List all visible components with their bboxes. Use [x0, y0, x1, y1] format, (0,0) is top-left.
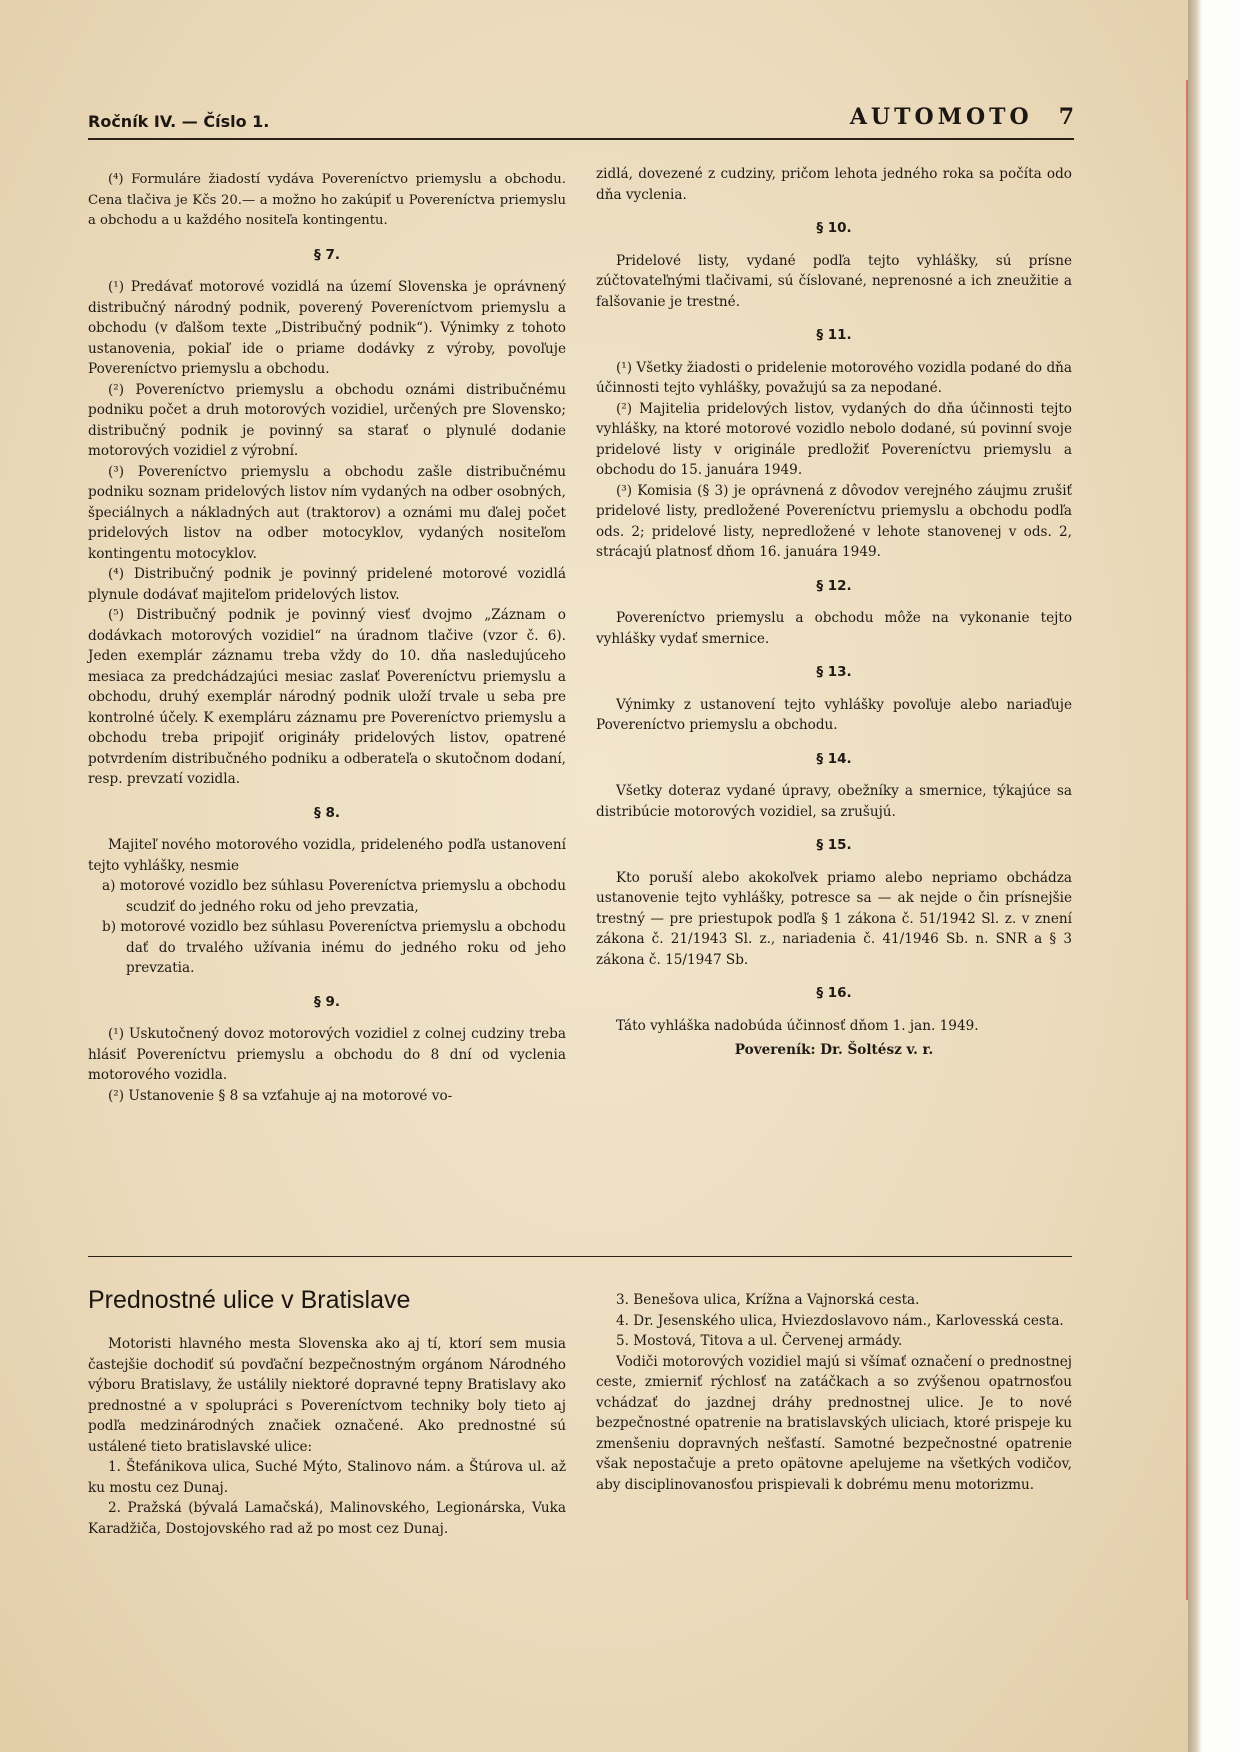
paragraph-9-2: (²) Ustanovenie § 8 sa vzťahuje aj na motorové vo- [108, 1087, 453, 1104]
list-item-8b: b) motorové vozidlo bez súhlasu Povereníctva priemyslu a obchodu dať do trvalého užívania inému do jedného roku od jeho prevzatia. [102, 919, 566, 976]
column-right [596, 164, 1072, 1061]
paragraph-7-3: (³) Povereníctvo priemyslu a obchodu zašle distribučnému podniku soznam pridelových listov ním vydaných na odber osobných, špeciálnych a nákladných aut (traktorov) a oznámi mu ďalej počet pridelových listov na odber motocyklov, vydaných nositeľom kontingentu motocyklov. [88, 463, 566, 562]
article-title: Prednostné ulice v Bratislave [88, 1286, 411, 1314]
section-heading-10: § 10. [816, 220, 852, 236]
street-list-item-5: 5. Mostová, Titova a ul. Červenej armády. [616, 1333, 903, 1349]
section-heading-14: § 14. [816, 750, 852, 767]
section-divider [88, 1256, 1072, 1257]
article-intro: Motoristi hlavného mesta Slovenska ako aj tí, ktorí sem musia častejšie dochodiť sú povďační bezpečnostným orgánom Národného výboru Bratislavy, že ustálily niektoré dopravné tepny Bratislavy ako prednostné a v spolupráci s Povereníctvom techniky boly tieto aj podľa medzinárodných značiek označené. Ako prednostné sú ustálené tieto bratislavské ulice: [88, 1336, 566, 1455]
paragraph-11-3: (³) Komisia (§ 3) je oprávnená z dôvodov verejného záujmu zrušiť pridelové listy, predložené Povereníctvu priemyslu a obchodu podľa ods. 2; pridelové listy, nepredložené v lehote stanovenej v ods. 2, strácajú platnosť dňom 16. januára 1949. [596, 482, 1072, 560]
magazine-title [850, 104, 1074, 130]
paragraph-12: Povereníctvo priemyslu a obchodu môže na vykonanie tejto vyhlášky vydať smernice. [596, 610, 1072, 647]
section-heading-8: § 8. [314, 804, 340, 821]
paragraph-7-4: (⁴) Distribučný podnik je povinný pridelené motorové vozidlá plynule dodávať majiteľom pridelových listov. [88, 566, 566, 603]
paragraph-8: Majiteľ nového motorového vozidla, prideleného podľa ustanovení tejto vyhlášky, nesmie [88, 837, 566, 874]
section-heading-12: § 12. [816, 577, 852, 594]
paragraph-15: Kto poruší alebo akokoľvek priamo alebo nepriamo obchádza ustanovenie tejto vyhlášky, potresce sa — ak nejde o čin prísnejšie trestný — pre priestupok podľa § 1 zákona č. 51/1942 Sl. z. v znení zákona č. 21/1943 Sl. z., nariadenia č. 41/1946 Sb. n. SNR a § 3 zákona č. 15/1947 Sb. [596, 869, 1072, 968]
column-left [88, 170, 566, 1106]
section-heading-9: § 9. [314, 993, 340, 1010]
section-heading-7: § 7. [314, 246, 340, 263]
issue-label: Ročník IV. — Číslo 1. [88, 112, 270, 131]
list-item-8a: a) motorové vozidlo bez súhlasu Povereníctva priemyslu a obchodu scudziť do jedného roku od jeho prevzatia, [102, 878, 566, 915]
street-list-item-3: 3. Benešova ulica, Krížna a Vajnorská cesta. [616, 1292, 920, 1308]
paragraph-11-2: (²) Majitelia pridelových listov, vydaných do dňa účinnosti tejto vyhlášky, na ktoré motorové vozidlo nebolo dodané, sú povinní svoje pridelové listy v originále predložiť Povereníctvu priemyslu a obchodu do 15. januára 1949. [596, 400, 1072, 478]
article-column-right [596, 1290, 1072, 1495]
magazine-name: AUTOMOTO [849, 104, 1033, 130]
article-outro: Vodiči motorových vozidiel majú si všímať označení o prednostnej ceste, zmierniť rýchlosť na zatáčkach a so zvýšenou opatrnosťou vchádzať do jazdnej dráhy prednostnej ulice. Je to nové bezpečnostné opatrenie na bratislavských uliciach, ktoré prispeje ku zmenšeniu dopravných nešťastí. Samotné bezpečnostné opatrenie však nepostačuje a preto opätovne apelujeme na všetkých vodičov, aby disciplinovanosťou prispievali k dobrému menu motorizmu. [596, 1353, 1072, 1493]
street-list-item-2: 2. Pražská (bývalá Lamačská), Malinovského, Legionárska, Vuka Karadžiča, Dostojovského rad až po most cez Dunaj. [88, 1500, 566, 1537]
paragraph-11-1: (¹) Všetky žiadosti o pridelenie motorového vozidla podané do dňa účinnosti tejto vyhlášky, považujú sa za nepodané. [596, 359, 1073, 396]
section-8-list [88, 876, 566, 979]
page-number: 7 [1058, 104, 1074, 130]
paragraph-13: Výnimky z ustanovení tejto vyhlášky povoľuje alebo nariaďuje Povereníctvo priemyslu a obchodu. [596, 696, 1072, 733]
paragraph-7-2: (²) Povereníctvo priemyslu a obchodu oznámi distribučnému podniku počet a druh motorových vozidiel, určených pre Slovensko; distribučný podnik je povinný sa starať o plynulé dodanie motorových vozidiel z výrobní. [88, 381, 566, 459]
street-list-item-4: 4. Dr. Jesenského ulica, Hviezdoslavovo nám., Karlovesská cesta. [616, 1312, 1064, 1329]
paragraph-9-continued: zidlá, dovezené z cudziny, pričom lehota jedného roka sa počíta odo dňa vyclenia. [596, 166, 1072, 203]
street-list-item-1: 1. Štefánikova ulica, Suché Mýto, Stalinovo nám. a Štúrova ul. až ku mostu cez Dunaj. [88, 1459, 566, 1496]
footnote-4: (⁴) Formuláre žiadostí vydáva Povereníctvo priemyslu a obchodu. Cena tlačiva je Kčs 20.— a možno ho zakúpiť u Povereníctva priemyslu a obchodu a u každého nositeľa kontingentu. [88, 172, 566, 228]
paragraph-10: Pridelové listy, vydané podľa tejto vyhlášky, sú prísne zúčtovateľnými tlačivami, sú číslované, neprenosné a ich zneužitie a falšovanie je trestné. [596, 252, 1072, 310]
section-heading-16: § 16. [816, 985, 852, 1001]
section-heading-15: § 15. [816, 837, 852, 853]
signature: Povereník: Dr. Šoltész v. r. [734, 1042, 934, 1058]
paragraph-9-1: (¹) Uskutočnený dovoz motorových vozidiel z colnej cudziny treba hlásiť Povereníctvu priemyslu a obchodu do 8 dní od vyclenia motorového vozidla. [88, 1026, 566, 1083]
section-heading-13: § 13. [816, 664, 852, 680]
paragraph-14: Všetky doteraz vydané úpravy, obežníky a smernice, týkajúce sa distribúcie motorových vozidiel, sa zrušujú. [596, 783, 1072, 820]
paragraph-7-5: (⁵) Distribučný podnik je povinný viesť dvojmo „Záznam o dodávkach motorových vozidiel“ na úradnom tlačive (vzor č. 6). Jeden exemplár záznamu treba vždy do 10. dňa nasledujúceho mesiaca za predchádzajúci mesiac zaslať Povereníctvu priemyslu a obchodu, druhý exemplár národný podnik uloží trvale u seba pre kontrolné účely. K exempláru záznamu pre Povereníctvo priemyslu a obchodu treba pripojiť origináły pridelových listov, opatrené potvrdením distribučného podniku a odberateľa o skutočnom dodaní, resp. prevzatí vozidla. [88, 607, 566, 787]
page-edge-shadow [1188, 0, 1202, 1752]
paragraph-7-1: (¹) Predávať motorové vozidlá na území Slovenska je oprávnený distribučný národný podnik, poverený Povereníctvom priemyslu a obchodu (v ďalšom texte „Distribučný podnik“). Výnimky z tohoto ustanovenia, pokiaľ ide o priame dodávky z výroby, povoľuje Povereníctvo priemyslu a obchodu. [88, 279, 566, 377]
paragraph-16: Táto vyhláška nadobúda účinnosť dňom 1. jan. 1949. [616, 1017, 979, 1034]
page-header [88, 104, 1074, 140]
article-column-left [88, 1334, 566, 1539]
section-heading-11: § 11. [816, 327, 852, 343]
